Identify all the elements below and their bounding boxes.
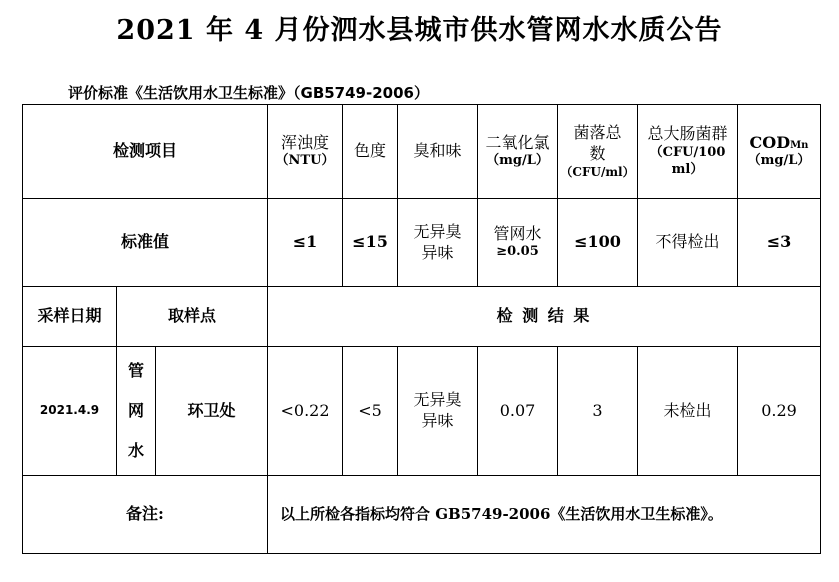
result-header: 检 测 结 果 xyxy=(267,286,821,347)
header-chlorine-unit: （mg/L） xyxy=(486,153,549,169)
result-turbidity: <0.22 xyxy=(267,346,343,476)
header-color xyxy=(342,104,398,199)
evaluation-standard: 评价标准《生活饮用水卫生标准》（GB5749-2006） xyxy=(68,84,429,102)
result-coliform: 未检出 xyxy=(637,346,738,476)
result-odor: 无异臭异味 xyxy=(397,346,478,476)
header-turbidity-label: 浑浊度 xyxy=(280,132,329,152)
header-cod-label xyxy=(750,133,809,154)
remarks-label: 备注: xyxy=(22,475,268,554)
header-item xyxy=(22,104,268,199)
water-type-char-3: 水 xyxy=(127,440,144,460)
header-colony-unit: （CFU/ml） xyxy=(560,164,635,179)
water-type-char-1: 管 xyxy=(127,360,144,380)
standard-label xyxy=(22,198,268,287)
header-color-label: 色度 xyxy=(353,141,386,161)
standard-label-text: 标准值 xyxy=(120,232,169,252)
page-title: 2021 年 4 月份泗水县城市供水管网水水质公告 xyxy=(116,15,723,46)
result-chlorine: 0.07 xyxy=(477,346,558,476)
header-item-label: 检测项目 xyxy=(112,141,177,161)
standard-turbidity: ≤1 xyxy=(267,198,343,287)
result-date-header: 采样日期 xyxy=(22,286,117,347)
standard-color: ≤15 xyxy=(342,198,398,287)
header-coliform-label: 总大肠菌群 xyxy=(647,124,728,144)
standard-cod: ≤3 xyxy=(737,198,821,287)
header-cod xyxy=(737,104,821,199)
header-coliform-unit: （CFU/100 ml） xyxy=(649,145,726,177)
header-colony-label: 菌落总数 xyxy=(573,122,622,163)
result-point-header: 取样点 xyxy=(116,286,268,347)
header-coliform xyxy=(637,104,738,199)
header-cod-unit: （mg/L） xyxy=(747,153,811,169)
header-colony xyxy=(557,104,638,199)
standard-odor: 无异臭异味 xyxy=(397,198,478,287)
header-odor-label: 臭和味 xyxy=(413,141,462,161)
standard-chlorine xyxy=(477,198,558,287)
result-water-type xyxy=(116,346,156,476)
header-turbidity xyxy=(267,104,343,199)
remarks-text: 以上所检各指标均符合 GB5749-2006《生活饮用水卫生标准》。 xyxy=(267,475,821,554)
header-cod-sub: Mn xyxy=(790,139,809,151)
result-colony: 3 xyxy=(557,346,638,476)
standard-colony: ≤100 xyxy=(557,198,638,287)
standard-coliform: 不得检出 xyxy=(637,198,738,287)
header-cod-text: COD xyxy=(749,132,791,152)
header-chlorine xyxy=(477,104,558,199)
water-type-char-2: 网 xyxy=(127,400,144,420)
result-color: <5 xyxy=(342,346,398,476)
header-odor xyxy=(397,104,478,199)
standard-chlorine-label: 管网水 xyxy=(493,223,542,243)
result-point: 环卫处 xyxy=(155,346,268,476)
standard-chlorine-value: ≥0.05 xyxy=(496,244,539,260)
header-chlorine-label: 二氧化氯 xyxy=(485,132,550,152)
result-cod: 0.29 xyxy=(737,346,821,476)
header-turbidity-unit: （NTU） xyxy=(275,153,335,169)
result-date: 2021.4.9 xyxy=(22,346,117,476)
